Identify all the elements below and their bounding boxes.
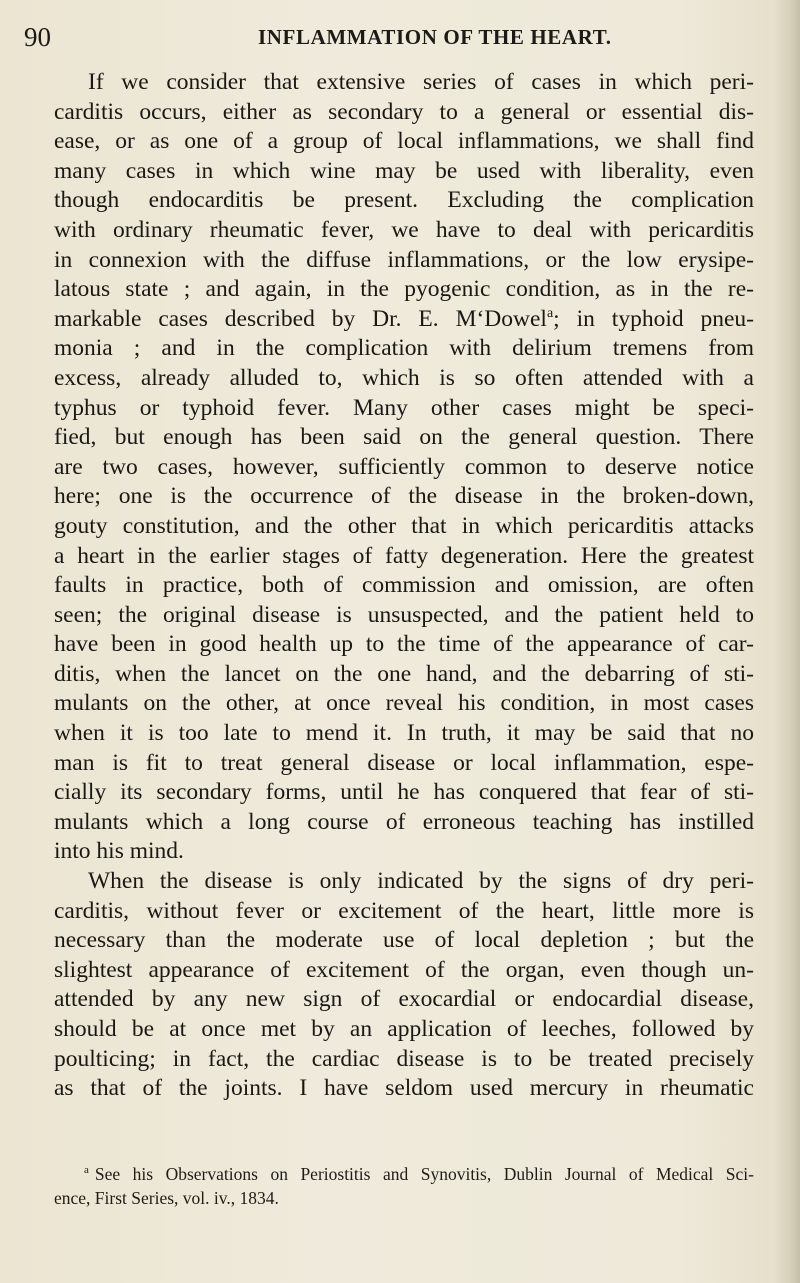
footnote-line: ence, First Series, vol. iv., 1834. [54,1188,279,1208]
text-fragment: ; in typhoid pneu- [553,305,755,332]
text-line: carditis, without fever or excitement of the heart, little more is [54,897,754,924]
text-line: are two cases, however, sufficiently common to deserve notice [54,453,754,480]
footnote [54,1162,754,1210]
text-line: a heart in the earlier stages of fatty degeneration. Here the greatest [54,542,754,569]
footnote-line [54,1162,754,1186]
text-line: here; one is the occurrence of the disease in the broken-down, [54,483,754,510]
body-text [54,68,754,1104]
text-line: excess, already alluded to, which is so often attended with a [54,364,754,391]
text-line: with ordinary rheumatic fever, we have to deal with pericarditis [54,216,754,243]
text-line: man is fit to treat general disease or local inflammation, espe- [54,749,754,776]
text-line: gouty constitution, and the other that in which pericarditis attacks [54,512,754,539]
text-line: attended by any new sign of exocardial or endocardial disease, [54,986,754,1013]
footnote-mark: a [84,1164,89,1177]
text-line: ease, or as one of a group of local inflammations, we shall find [54,128,754,155]
text-line: though endocarditis be present. Excluding the complication [54,187,754,214]
page-header [24,20,764,54]
text-line: latous state ; and again, in the pyogenic condition, as in the re- [54,276,754,303]
text-line: When the disease is only indicated by the signs of dry peri- [88,868,754,895]
text-line: many cases in which wine may be used with liberality, even [54,157,754,184]
text-line: monia ; and in the complication with delirium tremens from [54,335,754,362]
text-line: as that of the joints. I have seldom used mercury in rheumatic [54,1075,754,1102]
text-line: cially its secondary forms, until he has conquered that fear of sti- [54,779,754,806]
text-line: should be at once met by an application of leeches, followed by [54,1016,754,1042]
text-line: faults in practice, both of commission and omission, are often [54,572,754,599]
text-line: necessary than the moderate use of local depletion ; but the [54,927,754,954]
text-line: carditis occurs, either as secondary to a general or essential dis- [54,98,754,125]
text-line: slightest appearance of excitement of the organ, even though un- [54,956,754,983]
text-line: when it is too late to mend it. In truth, it may be said that no [54,720,754,747]
text-line-with-footnote-ref [54,305,754,335]
page-number: 90 [24,22,51,52]
text-line: If we consider that extensive series of cases in which peri- [88,69,754,95]
text-line: poulticing; in fact, the cardiac disease is to be treated precisely [54,1045,754,1072]
text-line: into his mind. [54,838,184,865]
footnote-text: See his Observations on Periostitis and Synovitis, Dublin Journal of Medical Sci- [94,1164,754,1184]
text-line: in connexion with the diffuse inflammations, or the low erysipe- [54,246,754,273]
page-edge-shadow [774,0,800,1283]
text-line: have been in good health up to the time of the appearance of car- [54,631,754,658]
text-line: ditis, when the lancet on the one hand, and the debarring of sti- [54,660,754,687]
footnote-reference: a [546,305,554,321]
text-line: seen; the original disease is unsuspected, and the patient held to [54,601,754,628]
running-head: INFLAMMATION OF THE HEART. [258,25,612,49]
text-line: fied, but enough has been said on the general question. There [54,424,754,451]
text-fragment: markable cases described by Dr. E. M‘Dowel [54,305,547,332]
text-line: mulants on the other, at once reveal his condition, in most cases [54,690,754,717]
text-line: mulants which a long course of erroneous teaching has instilled [54,808,754,835]
text-line: typhus or typhoid fever. Many other cases might be speci- [54,394,754,421]
